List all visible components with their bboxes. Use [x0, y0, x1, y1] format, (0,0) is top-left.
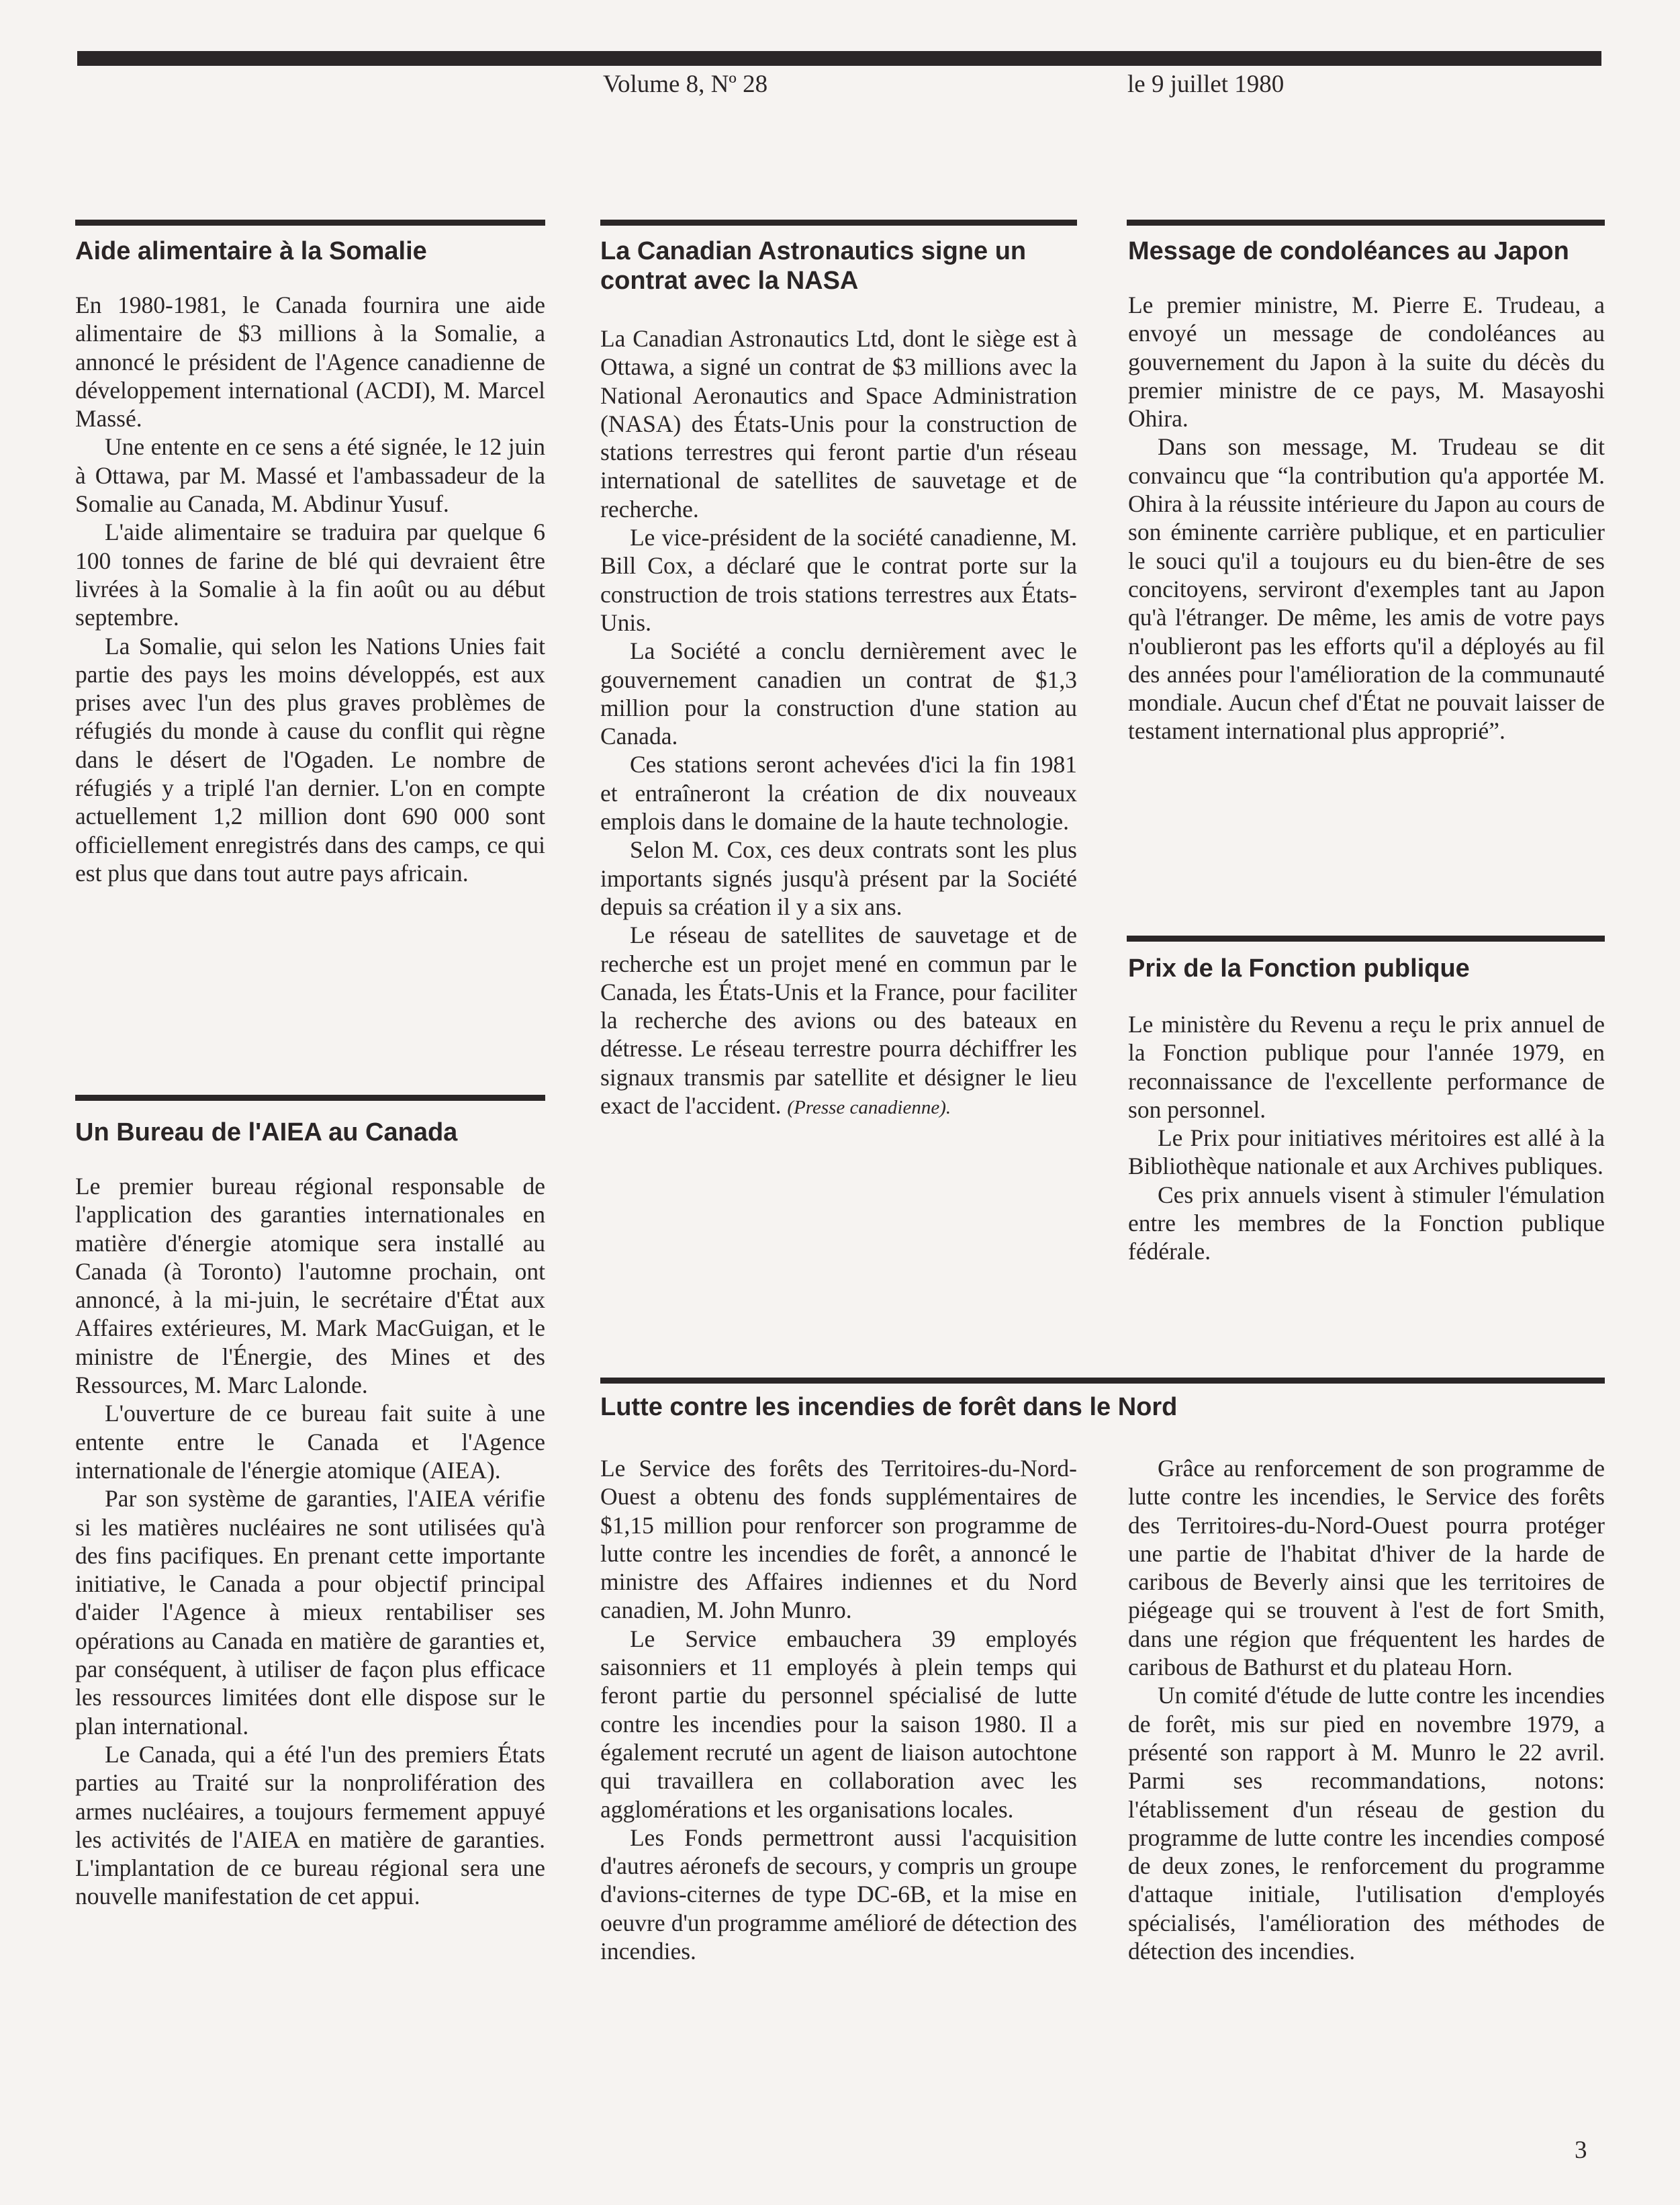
paragraph: L'ouverture de ce bureau fait suite à une entente entre le Canada et l'Agence internationale de l'énergie atomique (AIEA).: [75, 1400, 545, 1484]
volume-number: Volume 8, Nº 28: [603, 71, 768, 98]
issue-date: le 9 juillet 1980: [1127, 71, 1285, 98]
paragraph: Le Prix pour initiatives méritoires est allé à la Bibliothèque nationale et aux Archives publiques.: [1128, 1124, 1605, 1180]
paragraph: La Société a conclu dernièrement avec le gouvernement canadien un contrat de $1,3 million pour la construction d'une station au Canada.: [600, 637, 1077, 750]
rule-nasa: [600, 220, 1077, 226]
rule-aiea: [75, 1095, 545, 1101]
paragraph: Grâce au renforcement de son programme de lutte contre les incendies, le Service des forêts des Territoires-du-Nord-Ouest pourra protéger une partie de l'habitat d'hiver de la harde de caribous de Beverly ainsi que les territoires de piégeage qui se trouvent à l'est de fort Smith, dans une région que fréquentent les hardes de caribous de Bathurst et du plateau Horn.: [1128, 1455, 1605, 1681]
article-aiea: [75, 1118, 545, 1911]
article-body: [75, 1172, 545, 1911]
paragraph: Dans son message, M. Trudeau se dit convaincu que “la contribution qu'a apportée M. Ohira à la réussite intérieure du Japon au cours de son éminente carrière publique, et en particulier le souci qu'il a toujours eu du bien-être de ses concitoyens, serviront d'exemples tant au Japon qu'à l'étranger. De même, les amis de votre pays n'oublieront pas les efforts qu'il a déployés au fil des années pour l'amélioration de la communauté mondiale. Aucun chef d'État ne pouvait laisser de testament international plus approprié”.: [1128, 433, 1605, 745]
incendies-column-1: [600, 1454, 1077, 1965]
paragraph-with-credit: [600, 921, 1077, 1122]
paragraph: En 1980-1981, le Canada fournira une aide alimentaire de $3 millions à la Somalie, a annoncé le président de l'Agence canadienne de développement international (ACDI), M. Marcel Massé.: [75, 291, 545, 433]
paragraph: Par son système de garanties, l'AIEA vérifie si les matières nucléaires ne sont utilisées qu'à des fins pacifiques. En prenant cette importante initiative, le Canada a pour objectif principal d'aider l'Agence à mieux rentabiliser ses opérations au Canada en matière de garanties et, par conséquent, à utiliser de façon plus efficace les ressources limitées dont elle dispose sur le plan international.: [75, 1485, 545, 1740]
headline: Aide alimentaire à la Somalie: [75, 237, 427, 265]
rule-japon: [1127, 220, 1605, 226]
article-body: [600, 324, 1077, 1122]
paragraph: Le premier bureau régional responsable de l'application des garanties internationales en matière d'énergie atomique sera installé au Canada (à Toronto) l'automne prochain, ont annoncé, à la mi-juin, le secrétaire d'État aux Affaires extérieures, M. Mark MacGuigan, et le ministre de l'Énergie, des Mines et des Ressources, M. Marc Lalonde.: [75, 1173, 545, 1399]
headline: La Canadian Astronautics signe un contrat avec la NASA: [600, 237, 1027, 295]
paragraph: La Canadian Astronautics Ltd, dont le siège est à Ottawa, a signé un contrat de $3 millions avec la National Aeronautics and Space Administration (NASA) des États-Unis pour la construction de stations terrestres qui feront partie d'un réseau international de satellites de sauvetage et de recherche.: [600, 325, 1077, 523]
headline: Un Bureau de l'AIEA au Canada: [75, 1118, 458, 1146]
source-credit: (Presse canadienne).: [787, 1097, 951, 1119]
incendies-column-2: [1128, 1454, 1605, 1965]
page-number: 3: [1575, 2136, 1587, 2164]
paragraph: Le Service embauchera 39 employés saisonniers et 11 employés à plein temps qui feront partie du personnel spécialisé de lutte contre les incendies pour la saison 1980. Il a également recruté un agent de liaison autochtone qui travaillera en collaboration avec les agglomérations et les organisations locales.: [600, 1625, 1077, 1823]
article-prix: [1128, 954, 1605, 1266]
paragraph: Les Fonds permettront aussi l'acquisition d'autres aéronefs de secours, y compris un groupe d'avions-citernes de type DC-6B, et la mise en oeuvre d'un programme amélioré de détection des incendies.: [600, 1824, 1077, 1965]
paragraph: Le réseau de satellites de sauvetage et de recherche est un projet mené en commun par le Canada, les États-Unis et la France, pour faciliter la recherche des avions ou des bateaux en détresse. Le réseau terrestre pourra déchiffrer les signaux transmis par satellite et désigner le lieu exact de l'accident.: [600, 921, 1077, 1120]
article-body: [1128, 1010, 1605, 1266]
paragraph: Ces prix annuels visent à stimuler l'émulation entre les membres de la Fonction publique fédérale.: [1128, 1181, 1605, 1265]
paragraph: Le Canada, qui a été l'un des premiers États parties au Traité sur la nonprolifération des armes nucléaires, a toujours fermement appuyé les activités de l'AIEA en matière de garanties. L'implantation de ce bureau régional sera une nouvelle manifestation de cet appui.: [75, 1740, 545, 1910]
rule-prix: [1127, 936, 1605, 942]
paragraph: Ces stations seront achevées d'ici la fin 1981 et entraîneront la création de dix nouveaux emplois dans le domaine de la haute technologie.: [600, 751, 1077, 836]
paragraph: Un comité d'étude de lutte contre les incendies de forêt, mis sur pied en novembre 1979, a présenté son rapport à M. Munro le 22 avril. Parmi ses recommandations, notons: l'établissement d'un réseau de gestion du programme de lutte contre les incendies composé de deux zones, le renforcement du programme d'attaque initiale, l'utilisation d'employés spécialisés, l'amélioration des méthodes de détection des incendies.: [1128, 1682, 1605, 1965]
paragraph: Le vice-président de la société canadienne, M. Bill Cox, a déclaré que le contrat porte sur la construction de trois stations terrestres aux États-Unis.: [600, 524, 1077, 636]
article-body: [1128, 291, 1605, 746]
paragraph: Le premier ministre, M. Pierre E. Trudeau, a envoyé un message de condoléances au gouvernement du Japon à la suite du décès du premier ministre de ce pays, M. Masayoshi Ohira.: [1128, 291, 1605, 433]
paragraph: Selon M. Cox, ces deux contrats sont les plus importants signés jusqu'à présent par la Société depuis sa création il y a six ans.: [600, 836, 1077, 920]
article-body: [75, 291, 545, 887]
paragraph: Une entente en ce sens a été signée, le 12 juin à Ottawa, par M. Massé et l'ambassadeur de la Somalie au Canada, M. Abdinur Yusuf.: [75, 433, 545, 518]
headline: Lutte contre les incendies de forêt dans le Nord: [600, 1393, 1178, 1421]
top-rule: [77, 51, 1601, 66]
rule-incendies: [600, 1378, 1605, 1384]
article-incendies: [600, 1392, 1605, 1422]
article-nasa: [600, 236, 1077, 1122]
paragraph: Le Service des forêts des Territoires-du-Nord-Ouest a obtenu des fonds supplémentaires de $1,15 million pour renforcer son programme de lutte contre les incendies de forêt, a annoncé le ministre des Affaires indiennes et du Nord canadien, M. John Munro.: [600, 1455, 1077, 1624]
paragraph: Le ministère du Revenu a reçu le prix annuel de la Fonction publique pour l'année 1979, en reconnaissance de l'excellente performance de son personnel.: [1128, 1011, 1605, 1123]
paragraph: L'aide alimentaire se traduira par quelque 6 100 tonnes de farine de blé qui devraient être livrées à la Somalie à la fin août ou au début septembre.: [75, 519, 545, 631]
paragraph: La Somalie, qui selon les Nations Unies fait partie des pays les moins développés, est aux prises avec l'un des plus graves problèmes de réfugiés du monde à cause du conflit qui règne dans le désert de l'Ogaden. Le nombre de réfugiés y a triplé l'an dernier. L'on en compte actuellement 1,2 million dont 690 000 sont officiellement enregistrés dans des camps, ce qui est plus que dans tout autre pays africain.: [75, 632, 545, 887]
article-japon: [1128, 236, 1605, 746]
headline: Prix de la Fonction publique: [1128, 954, 1470, 983]
article-somalie: [75, 236, 545, 887]
rule-somalie: [75, 220, 545, 226]
headline: Message de condoléances au Japon: [1128, 237, 1569, 265]
